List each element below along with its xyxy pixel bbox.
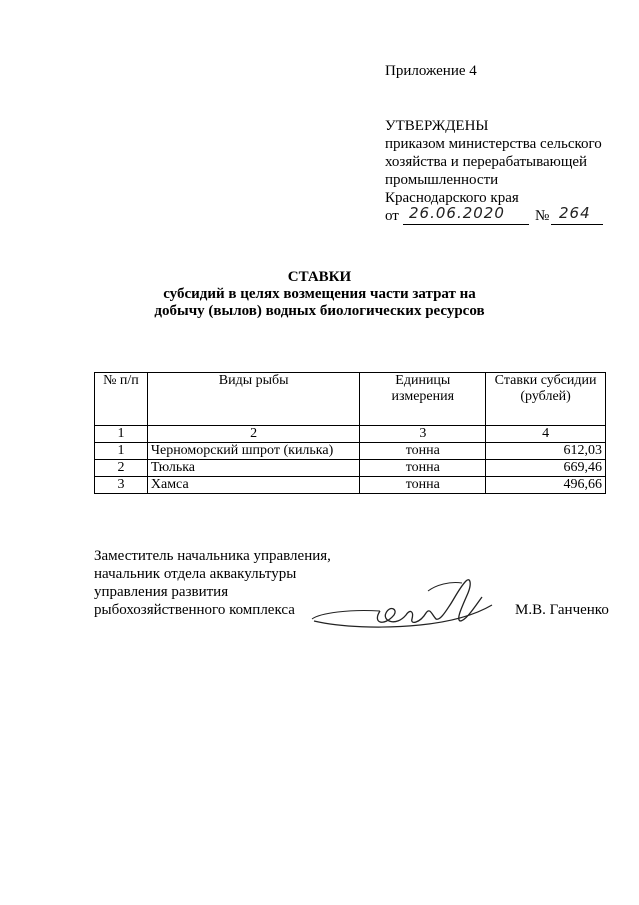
number-underline	[551, 224, 603, 225]
column-number: 2	[147, 426, 360, 443]
approval-line: хозяйства и перерабатывающей	[385, 154, 588, 170]
species-cell: Черноморский шпрот (килька)	[147, 443, 360, 460]
table-row	[95, 460, 606, 477]
table-header-row	[95, 373, 606, 426]
approved-title: УТВЕРЖДЕНЫ	[385, 118, 489, 134]
handwritten-date: 26.06.2020	[409, 204, 505, 222]
rates-table	[94, 372, 606, 494]
column-number: 3	[360, 426, 486, 443]
appendix-label: Приложение 4	[385, 63, 477, 79]
unit-cell: тонна	[360, 460, 486, 477]
unit-cell: тонна	[360, 443, 486, 460]
row-number: 1	[95, 443, 148, 460]
table-column-numbers-row	[95, 426, 606, 443]
handwritten-number: 264	[559, 204, 591, 222]
table-row	[95, 443, 606, 460]
handwritten-signature	[310, 575, 500, 645]
title-main: СТАВКИ	[287, 269, 352, 285]
date-prefix: от	[385, 208, 399, 224]
number-prefix: №	[535, 208, 550, 224]
row-number: 2	[95, 460, 148, 477]
column-number: 4	[486, 426, 606, 443]
approval-block	[385, 117, 602, 225]
rate-cell: 612,03	[486, 443, 606, 460]
approval-line: промышленности	[385, 172, 499, 188]
rate-cell: 496,66	[486, 477, 606, 494]
unit-cell: тонна	[360, 477, 486, 494]
header-cell-rate: Ставки субсидии (рублей)	[486, 373, 606, 426]
table-row	[95, 477, 606, 494]
date-number-line	[385, 204, 602, 225]
signer-line: управления развития	[94, 584, 229, 600]
signer-position	[94, 547, 331, 619]
document-title	[0, 268, 639, 319]
species-cell: Хамса	[147, 477, 360, 494]
row-number: 3	[95, 477, 148, 494]
species-cell: Тюлька	[147, 460, 360, 477]
header-cell-unit: Единицы измерения	[360, 373, 486, 426]
column-number: 1	[95, 426, 148, 443]
header-cell-species: Виды рыбы	[147, 373, 360, 426]
header-cell-number: № п/п	[95, 373, 148, 426]
signer-name: М.В. Ганченко	[515, 602, 609, 618]
title-line: добычу (вылов) водных биологических ресурсов	[154, 303, 485, 319]
rate-cell: 669,46	[486, 460, 606, 477]
title-line: субсидий в целях возмещения части затрат на	[163, 286, 476, 302]
date-underline	[403, 224, 529, 225]
signer-line: Заместитель начальника управления,	[94, 548, 331, 564]
approval-line: Краснодарского края	[385, 190, 519, 206]
signer-line: начальник отдела аквакультуры	[94, 566, 297, 582]
approval-line: приказом министерства сельского	[385, 136, 602, 152]
signer-line: рыбохозяйственного комплекса	[94, 602, 295, 618]
